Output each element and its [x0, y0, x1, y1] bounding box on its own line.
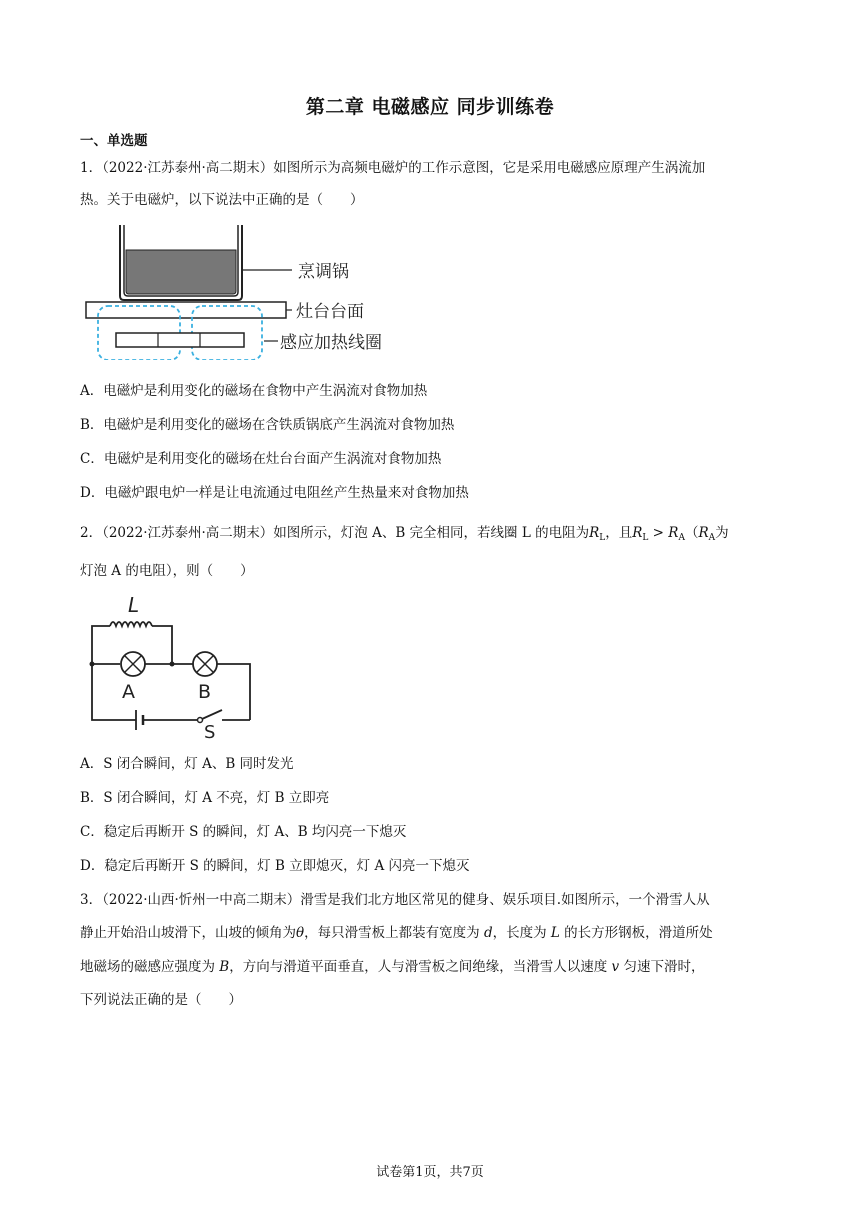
q3-stem-line4: 下列说法正确的是（ ） — [80, 992, 242, 1008]
stove-top — [86, 302, 286, 318]
q3-stem-line1: 3．（2022·山西·忻州一中高二期末）滑雪是我们北方地区常见的健身、娱乐项目.如图所示，一个滑雪人从 — [80, 892, 710, 908]
paren-open: （ — [684, 525, 699, 541]
q3-text-c: ，长度为 — [492, 925, 551, 941]
q3-stem-line3 — [80, 957, 704, 977]
greater-than-sign: > — [648, 525, 669, 541]
junction-right — [170, 662, 175, 667]
q1-option-c: C．电磁炉是利用变化的磁场在灶台台面产生涡流对食物加热 — [80, 451, 442, 467]
d-symbol: d — [483, 925, 493, 941]
q1-option-d: D．电磁炉跟电炉一样是让电流通过电阻丝产生热量来对食物加热 — [80, 485, 469, 501]
r-subscript-l: L — [642, 533, 649, 543]
bulb-a-label: A — [122, 681, 135, 703]
switch-s-label: S — [204, 722, 216, 740]
q2-stem-text-c: 为 — [715, 525, 729, 541]
circuit-diagram — [84, 590, 264, 740]
r-symbol: R — [632, 525, 643, 541]
q3-text-b: ，每只滑雪板上都装有宽度为 — [304, 925, 484, 941]
food-fill — [126, 250, 236, 294]
stove-label: 灶台台面 — [296, 302, 364, 322]
q2-stem-line1 — [80, 523, 729, 548]
v-symbol: v — [611, 959, 620, 975]
wire-top-left — [92, 626, 110, 664]
q3-text-f: ，方向与滑道平面垂直，人与滑雪板之间绝缘，当滑雪人以速度 — [229, 959, 612, 975]
q3-text-g: 匀速下滑时， — [619, 959, 705, 975]
coil-label: 感应加热线圈 — [280, 333, 382, 353]
l-symbol: L — [550, 925, 560, 941]
r-subscript-a: A — [678, 533, 685, 543]
q2-option-d: D．稳定后再断开 S 的瞬间，灯 B 立即熄灭，灯 A 闪亮一下熄灭 — [80, 858, 470, 874]
q2-option-a: A．S 闭合瞬间，灯 A、B 同时发光 — [80, 756, 294, 772]
r-symbol: R — [589, 525, 600, 541]
r-symbol: R — [668, 525, 679, 541]
section-heading: 一、单选题 — [80, 133, 148, 149]
q2-option-b: B．S 闭合瞬间，灯 A 不亮，灯 B 立即亮 — [80, 790, 330, 806]
q1-stem-line1: 1．（2022·江苏泰州·高二期末）如图所示为高频电磁炉的工作示意图，它是采用电磁感应原理产生涡流加 — [80, 160, 706, 176]
wire-right — [217, 664, 250, 720]
switch-blade — [202, 710, 222, 719]
q2-option-c: C．稳定后再断开 S 的瞬间，灯 A、B 均闪亮一下熄灭 — [80, 824, 407, 840]
q2-stem-line2: 灯泡 A 的电阻），则（ ） — [80, 563, 254, 579]
q3-stem-line2 — [80, 923, 713, 943]
r-subscript-a: A — [708, 533, 716, 543]
q2-stem-text-b: ，且 — [605, 525, 633, 541]
q2-stem-text-a: 2．（2022·江苏泰州·高二期末）如图所示，灯泡 A、B 完全相同，若线圈 L 的电阻为 — [80, 525, 590, 541]
coil-l-label: L — [128, 593, 140, 617]
q1-option-a: A．电磁炉是利用变化的磁场在食物中产生涡流对食物加热 — [80, 383, 428, 399]
wire-top-right — [152, 626, 172, 664]
heating-coil — [116, 333, 244, 347]
pot-label: 烹调锅 — [298, 262, 349, 282]
q1-stem-line2: 热。关于电磁炉，以下说法中正确的是（ ） — [80, 192, 364, 208]
inductor-coil — [110, 622, 152, 626]
page-title: 第二章 电磁感应 同步训练卷 — [305, 96, 555, 118]
b-symbol: B — [219, 959, 230, 975]
induction-cooker-diagram — [82, 220, 412, 360]
q3-text-e: 地磁场的磁感应强度为 — [80, 959, 220, 975]
q3-text-d: 的长方形钢板，滑道所处 — [559, 925, 713, 941]
q1-option-b: B．电磁炉是利用变化的磁场在含铁质锅底产生涡流对食物加热 — [80, 417, 455, 433]
page-footer: 试卷第1页，共7页 — [376, 1165, 484, 1180]
theta-symbol: θ — [296, 925, 305, 941]
q3-text-a: 静止开始沿山坡滑下，山坡的倾角为 — [80, 925, 296, 941]
r-symbol: R — [698, 525, 709, 541]
r-subscript-l: L — [599, 533, 606, 543]
bulb-b-label: B — [198, 681, 212, 703]
